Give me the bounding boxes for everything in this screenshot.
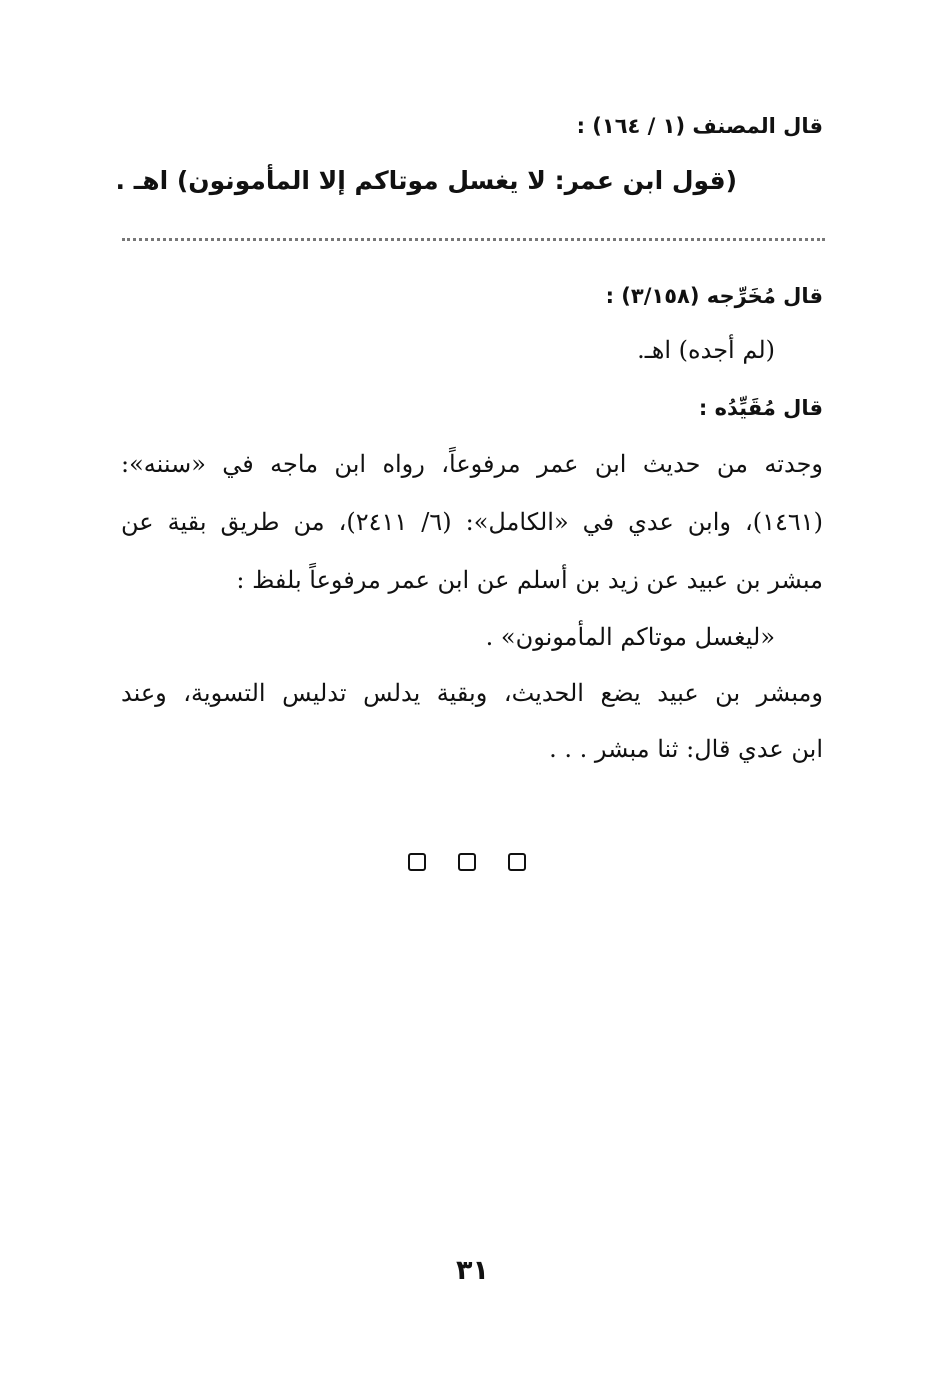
ornament-box [508,853,526,871]
mukharrij-text: (لم أجده) اهـ. [637,336,775,364]
paragraph-line: ومبشر بن عبيد يضع الحديث، وبقية يدلس تدليس التسوية، وعند [121,679,823,707]
paragraph-line: «ليغسل موتاكم المأمونون» . [485,623,775,651]
paragraph-line: مبشر بن عبيد عن زيد بن أسلم عن ابن عمر مرفوعاً بلفظ : [236,566,823,594]
paragraph-line: ابن عدي قال: ثنا مبشر . . . [549,735,823,763]
section-divider [122,238,825,241]
muqayyid-heading: قال مُقَيِّدُه : [698,396,823,420]
ornament-box [458,853,476,871]
page-number: ٣١ [456,1255,489,1286]
ornament-box [408,853,426,871]
paragraph-line: (١٤٦١)، وابن عدي في «الكامل»: (٦/ ٢٤١١)، من طريق بقية عن [121,508,824,536]
author-heading: قال المصنف (١ / ١٦٤) : [576,114,823,138]
section-end-ornament [408,853,526,871]
paragraph-line: وجدته من حديث ابن عمر مرفوعاً، رواه ابن ماجه في «سننه»: [121,450,823,478]
mukharrij-heading: قال مُخَرِّجه (٣/١٥٨) : [605,284,823,308]
author-quote: (قول ابن عمر: لا يغسل موتاكم إلا المأمونون) اهـ . [115,166,737,195]
